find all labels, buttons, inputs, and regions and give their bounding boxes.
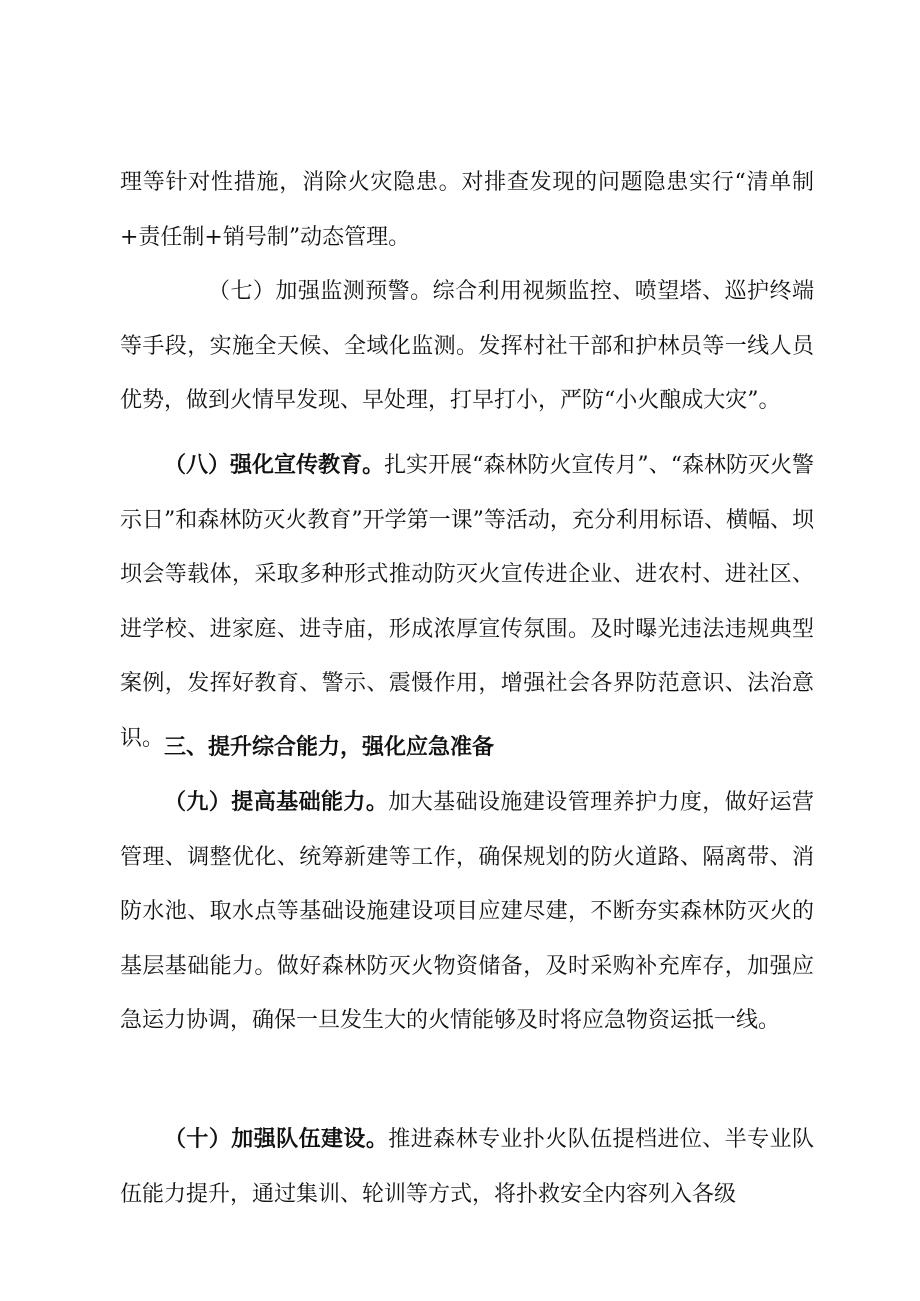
paragraph-8 [120,438,814,766]
paragraph-9-lead: （九）提高基础能力。 [164,789,389,815]
paragraph-8-body: 扎实开展“森林防火宣传月”、“森林防灭火警示日”和森林防灭火教育”开学第一课”等活动，充分利用标语、横幅、坝坝会等载体，采取多种形式推动防灭火宣传进企业、进农村、进社区、进学校、进家庭、进寺庙，形成浓厚宣传氛围。及时曝光违法违规典型案例，发挥好教育、警示、震慑作用，增强社会各界防范意识、法治意识。 [120,453,814,751]
paragraph-7 [120,265,814,429]
paragraph-8-lead: （八）强化宣传教育。 [164,452,385,478]
paragraph-9-body: 加大基础设施建设管理养护力度，做好运营管理、调整优化、统筹新建等工作，确保规划的防火道路、隔离带、消防水池、取水点等基础设施建设项目应建尽建，不断夯实森林防灭火的基层基础能力。做好森林防灭火物资储备，及时采购补充库存，加强应急运力协调，确保一旦发生大的火情能够及时将应急物资运抵一线。 [120,790,814,1033]
paragraph-continuation: 理等针对性措施，消除火灾隐患。对排查发现的问题隐患实行“清单制+责任制+销号制”动态管理。 [120,170,814,250]
section-heading-3: 三、提升综合能力，强化应急准备 [164,735,495,760]
paragraph-7-body: 综合利用视频监控、喷望塔、巡护终端等手段，实施全天候、全域化监测。发挥村社干部和护林员等一线人员优势，做到火情早发现、早处理，打早打小，严防“小火酿成大灾”。 [120,279,814,413]
paragraph-10-lead: （十）加强队伍建设。 [164,1126,389,1152]
paragraph-10 [120,1112,814,1222]
paragraph-10-body: 推进森林专业扑火队伍提档进位、半专业队伍能力提升，通过集训、轮训等方式，将扑救安全内容列入各级 [120,1127,814,1207]
paragraph-9 [120,775,814,1049]
paragraph-7-lead: （七）加强监测预警。 [208,279,433,304]
